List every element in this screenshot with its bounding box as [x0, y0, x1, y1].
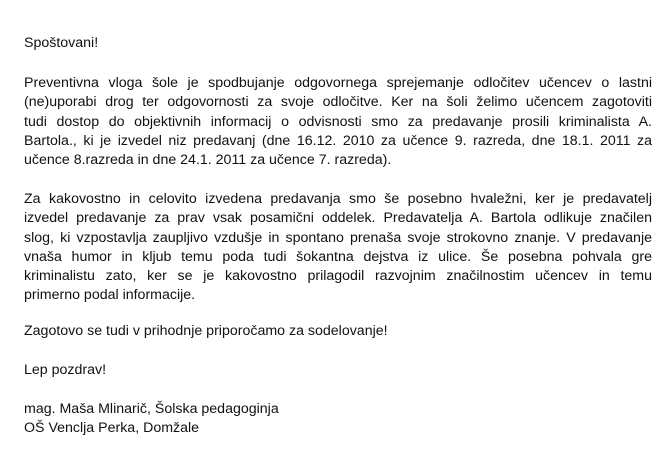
paragraph-line: izvedel predavanje za prav vsak posamični oddelek. Predavatelja A. Bartola odlikuje značilen — [24, 210, 652, 227]
paragraph-line: Bartola., ki je izvedel niz predavanj (dne 16.12. 2010 za učence 9. razreda, dne 18.1. 2011 za — [24, 132, 652, 149]
closing: Lep pozdrav! — [24, 362, 107, 378]
paragraph-line: vnaša humor in kljub temu poda tudi šokantna dejstva iz ulice. Še posebna pohvala gre — [24, 248, 652, 265]
paragraph-line: slog, ki vzpostavlja zaupljivo vzdušje in spontano prenaša svoje strokovno znanje. V predavanje — [24, 229, 652, 246]
paragraph-line: tudi dostop do objektivnih informacij o odvisnosti smo za predavanje prosili kriminalista A. — [24, 113, 652, 130]
paragraph-recommendation: Zagotovo se tudi v prihodnje priporočamo za sodelovanje! — [24, 323, 388, 339]
paragraph-line: kriminalistu zato, ker se je kakovostno prilagodil razvojnim značilnostim učencev in temu — [24, 268, 652, 285]
paragraph-line: učence 8.razreda in dne 24.1. 2011 za učence 7. razreda). — [24, 152, 392, 169]
paragraph-line: (ne)uporabi drog ter odgovornosti za svoje odločitve. Ker na šoli želimo učencem zagotoviti — [24, 94, 652, 111]
signature-school: OŠ Venclja Perka, Domžale — [24, 420, 200, 437]
paragraph-line: Preventivna vloga šole je spodbujanje odgovornega sprejemanje odločitev učencev o lastni — [24, 75, 652, 91]
paragraph-line: primerno podal informacije. — [24, 287, 196, 304]
paragraph-line: Za kakovostno in celovito izvedena predavanja smo še posebno hvaležni, ker je predavatelj — [24, 191, 652, 207]
signature-name: mag. Maša Mlinarič, Šolska pedagoginja — [24, 401, 279, 417]
paragraph-prevention — [24, 74, 652, 170]
greeting: Spoštovani! — [24, 35, 99, 51]
paragraph-praise — [24, 190, 652, 306]
signature-block — [24, 400, 279, 439]
